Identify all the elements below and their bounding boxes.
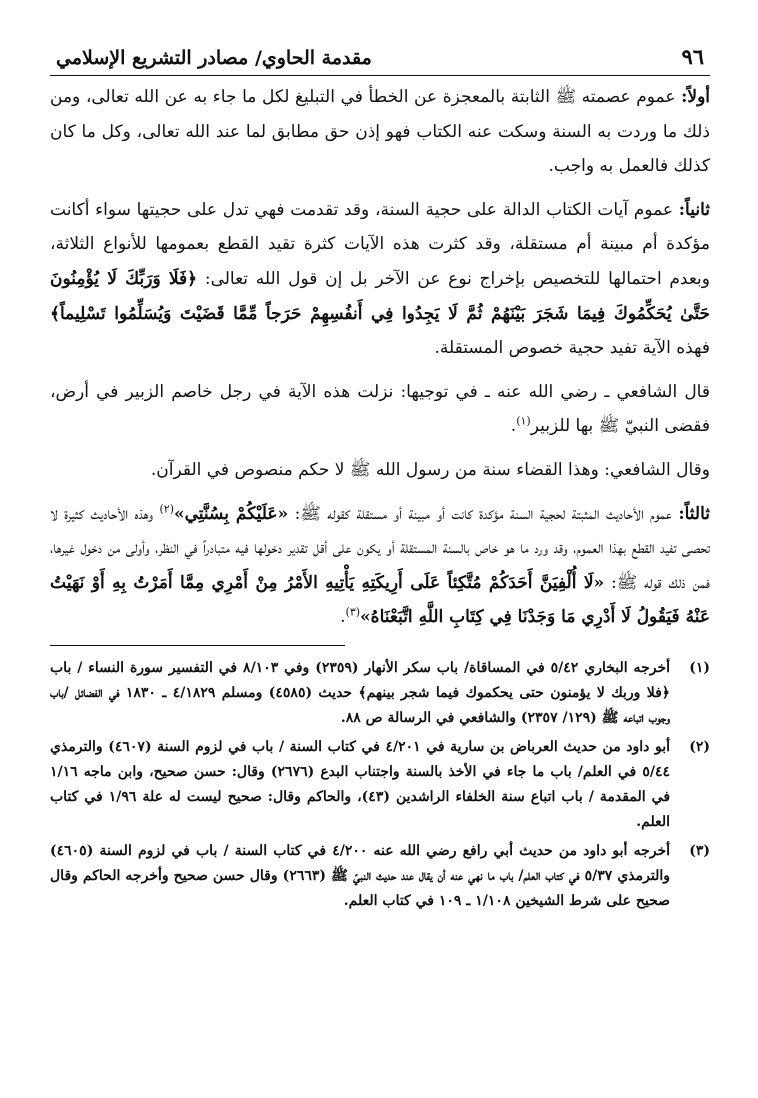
paragraph-text: عموم آيات الكتاب الدالة على حجية السنة، وقد تقدمت فهي تدل على حجيتها سواء أكانت مؤكدة أم مبينة أم مستقلة، وقد كثرت هذه الآيات كثرة تقيد القطع بعمومها للأنواع الثلاثة، وبعدم احتمالها للتخصيص بإخراج نوع عن الآخر بل إن قول الله تعالى:	[50, 199, 710, 289]
paragraph-text: عموم عصمته ﷺ الثابتة بالمعجزة عن الخطأ في التبليغ لكل ما جاء به عن الله تعالى، ومن ذلك ما وردت به السنة وسكت عنه الكتاب فهو إذن حق مطابق لما عند الله تعالى، وكل ما كان كذلك فالعمل به واجب.	[50, 87, 710, 177]
footnote-text: أبو داود من حديث العرباض بن سارية في ٤/٢٠١ في كتاب السنة / باب في لزوم السنة (٤٦٠٧) والترمذي ٥/٤٤ في العلم/ باب ما جاء في الأخذ بالسنة واجتناب البدع (٢٦٧٦) وقال: حسن صحيح، وابن ماجه ١/١٦ في المقدمة / باب اتباع سنة الخلفاء الراشدين (٤٣)، والحاكم وقال: صحيح ليست له علة ١/٩٦ في كتاب العلم.	[50, 738, 671, 830]
footnote-item	[50, 735, 710, 835]
paragraph-lead: ثالثاً:	[678, 503, 710, 524]
footnote-reference: (٣)	[345, 605, 361, 619]
quran-verse: ﴿فَلَا وَرَبِّكَ لَا يُؤْمِنُونَ حَتَّىٰ يُحَكِّمُوكَ فِيمَا شَجَرَ بَيْنَهُمْ ثُمَّ لَا يَجِدُوا فِي أَنفُسِهِمْ حَرَجاً مِّمَّا قَضَيْتَ وَيُسَلِّمُوا تَسْلِيماً﴾	[50, 268, 710, 324]
hadith-quote: «لَا أُلْفِيَنَّ أَحَدَكُمْ مُتَّكِئاً عَلَى أَرِيكَتِهِ يَأْتِيهِ الأَمْرُ مِنْ أَمْرِي مِمَّا أَمَرْتُ بِهِ أَوْ نَهَيْتُ عَنْهُ فَيَقُولُ لَا أَدْرِي مَا وَجَدْنَا فِي كِتَابِ اللَّهِ اتَّبَعْنَاهُ»	[50, 572, 710, 628]
footnote-item	[50, 839, 710, 914]
paragraph-text: .	[510, 416, 517, 437]
paragraph-text: قال الشافعي ـ رضي الله عنه ـ في توجيها: نزلت هذه الآية في رجل خاصم الزبير في أرض، فقضى النبيّ ﷺ بها للزبير	[50, 381, 710, 437]
running-title: مقدمة الحاوي/ مصادر التشريع الإسلامي	[56, 47, 372, 69]
page-header	[50, 44, 710, 76]
footnote-number: (٢)	[689, 738, 710, 755]
footnotes	[50, 656, 710, 914]
paragraph-second	[50, 193, 710, 366]
footnote-text: أخرجه أبو داود من حديث أبي رافع رضي الله عنه ٤/٢٠٠ في كتاب السنة / باب في لزوم السنة (٤٦٠٥) والترمذي ٥/٣٧ في كتاب العلم/ باب ما نهي عنه أن يقال عند حديث النبيّ ﷺ (٢٦٦٣) وقال حسن صحيح وأخرجه الحاكم وقال صحيح على شرط الشيخين ١/١٠٨ ـ ١٠٩ في كتاب العلم.	[50, 842, 671, 909]
paragraph-text: .	[340, 607, 346, 628]
paragraph-text: وهذه الأحاديث كثيرة لا تحصى تفيد القطع بهذا العموم، وقد ورد ما هو خاص بالسنة المستقلة أو يكون على أقل تقدير دخولها فيه متبادراً في النظر، وأولى من دخول غيرها، فمن ذلك قوله ﷺ:	[50, 503, 710, 593]
footnote-reference: (١)	[516, 414, 531, 428]
paragraph-lead: ثانياً:	[678, 199, 710, 220]
paragraph-shafii-2	[50, 453, 710, 488]
footnote-item	[50, 656, 710, 731]
paragraph-shafii-1	[50, 375, 710, 444]
hadith-quote: «عَلَيْكُمْ بِسُنَّتِي»	[173, 503, 289, 524]
main-text	[50, 80, 710, 635]
footnote-text: أخرجه البخاري ٥/٤٢ في المساقاة/ باب سكر الأنهار (٢٣٥٩) وفي ٨/١٠٣ في التفسير سورة النساء / باب ﴿فلا وربك لا يؤمنون حتى يحكموك فيما شجر بينهم﴾ حديث (٤٥٨٥) ومسلم ٤/١٨٢٩ ـ ١٨٣٠ في الفضائل /باب وجوب اتباعه ﷺ (١٢٩/ ٢٣٥٧) والشافعي في الرسالة ص ٨٨.	[50, 659, 670, 726]
paragraph-text: فهذه الآية تفيد حجية خصوص المستقلة.	[434, 338, 710, 359]
page-number: ٩٦	[681, 44, 704, 69]
footnote-number: (١)	[689, 659, 710, 676]
paragraph-first	[50, 80, 710, 184]
paragraph-lead: أولاً:	[681, 87, 710, 107]
paragraph-text: وقال الشافعي: وهذا القضاء سنة من رسول الله ﷺ لا حكم منصوص في القرآن.	[150, 459, 710, 480]
footnote-divider	[50, 645, 345, 646]
paragraph-text: عموم الأحاديث المثبتة لحجية السنة مؤكدة كانت أو مبينة أو مستقلة كقوله ﷺ:	[288, 503, 679, 524]
footnote-number: (٣)	[689, 842, 710, 859]
paragraph-third	[50, 497, 710, 635]
footnote-reference: (٢)	[159, 501, 174, 515]
